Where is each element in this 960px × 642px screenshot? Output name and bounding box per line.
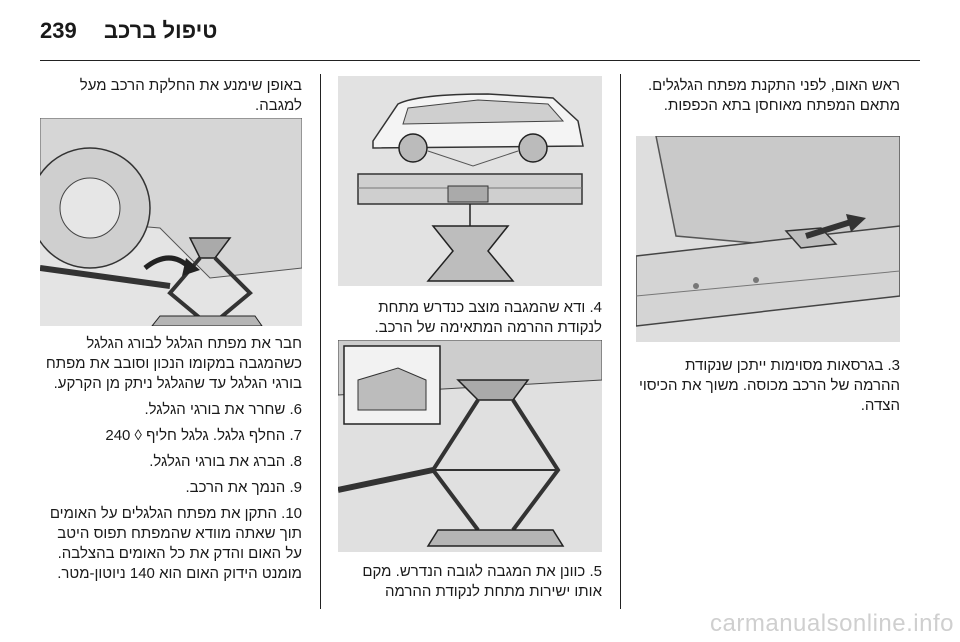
watermark: carmanualsonline.info [710, 610, 954, 637]
step-text: שחרר את בורגי הגלגל. [144, 401, 286, 418]
jack-point-cover-illustration [636, 136, 900, 342]
list-item [40, 334, 302, 394]
list-item [40, 478, 302, 498]
step-3-text: בגרסאות מסוימות ייתכן שנקודת ההרמה של הרכב מכוסה. משוך את הכיסוי הצדה. [638, 357, 900, 414]
column-divider-left [320, 74, 321, 609]
step-4-text: ודא שהמגבה מוצב כנדרש מתחת לנקודת ההרמה המתאימה של הרכב. [374, 299, 602, 336]
step-text: הנמך את הרכב. [185, 479, 286, 496]
page-header [40, 18, 920, 48]
step-number: 10. [281, 505, 302, 522]
step-number: 7. [289, 427, 302, 444]
page-title: טיפול ברכב [104, 18, 218, 43]
step-5-number: 5. [589, 563, 602, 580]
step-3-number: 3. [887, 357, 900, 374]
list-item [40, 426, 302, 446]
step-text: הברג את בורגי הגלגל. [149, 453, 286, 470]
step-5 [338, 562, 602, 602]
column-divider-right [620, 74, 621, 609]
list-item [40, 452, 302, 472]
step-5-text: כוונן את המגבה לגובה הנדרש. מקם אותו ישירות מתחת לנקודת ההרמה [362, 563, 602, 600]
jack-positioning-illustration [338, 340, 602, 552]
left-step-list [40, 334, 302, 590]
list-item [40, 400, 302, 420]
step-4-number: 4. [589, 299, 602, 316]
step-4 [338, 298, 602, 338]
car-on-jack-illustration [338, 76, 602, 286]
page-number: 239 [40, 18, 77, 43]
step-number: 6. [289, 401, 302, 418]
step-number: 8. [289, 453, 302, 470]
right-intro-text: ראש האום, לפני התקנת מפתח הגלגלים. מתאם המפתח מאוחסן בתא הכפפות. [647, 77, 900, 114]
step-text: התקן את מפתח הגלגלים על האומים תוך שאתה מוודא שהמפתח תפוס היטב על האום והדק את כל האומים בהצלבה. מומנט הידוק האום הוא 140 ניוטון-מטר. [49, 505, 302, 582]
list-item [40, 504, 302, 584]
left-intro-text: באופן שימנע את החלקת הרכב מעל למגבה. [79, 77, 302, 114]
step-number: 9. [289, 479, 302, 496]
header-rule [40, 60, 920, 61]
step-text: חבר את מפתח הגלגל לבורג הגלגל כשהמגבה במקומו הנכון וסובב את מפתח בורגי הגלגל עד שהגלגל ניתק מן הקרקע. [45, 335, 302, 392]
step-text: החלף גלגל. גלגל חליף ◊ 240 [105, 427, 286, 444]
wheel-wrench-illustration [40, 118, 302, 326]
step-3 [636, 356, 900, 416]
